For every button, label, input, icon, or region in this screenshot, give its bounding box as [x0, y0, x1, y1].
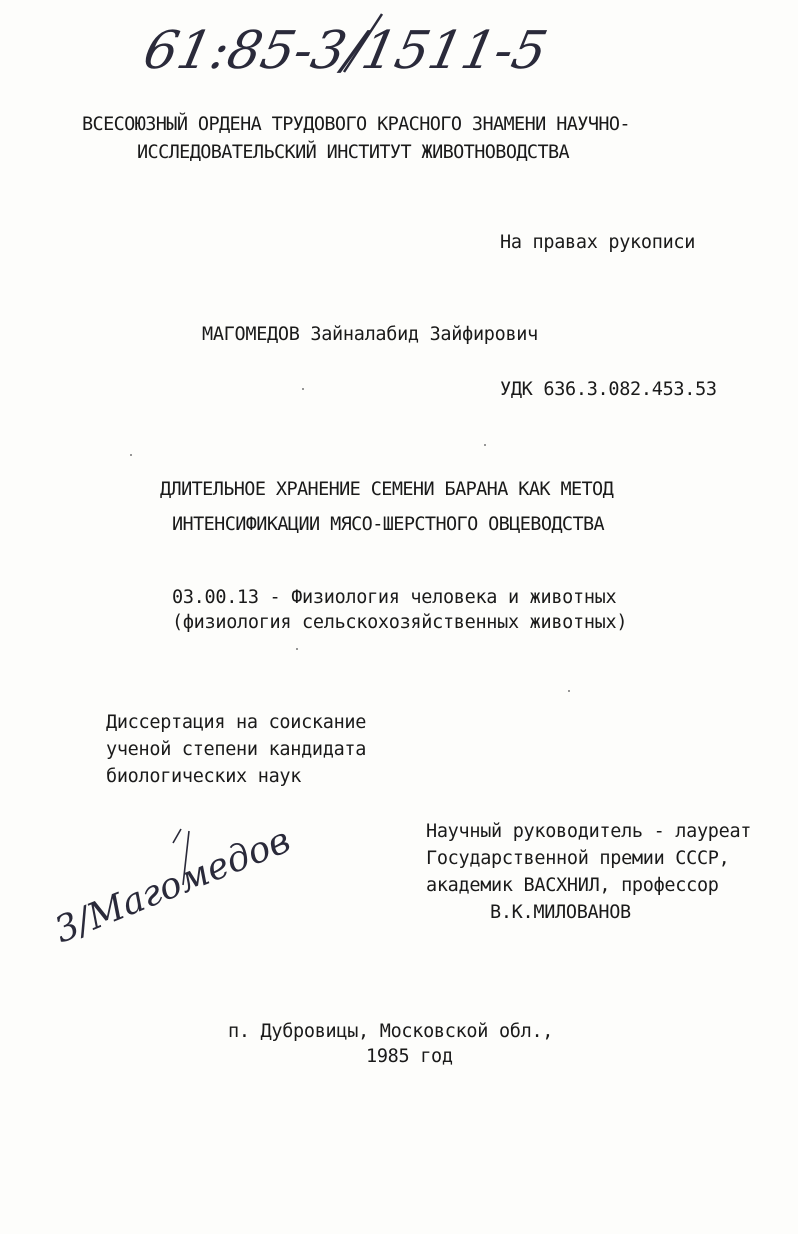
scan-speck	[130, 454, 132, 456]
place: п. Дубровицы, Московской обл.,	[228, 1021, 554, 1042]
scan-speck	[568, 690, 570, 692]
degree-line-2: ученой степени кандидата	[106, 739, 367, 760]
institution-line-2: ИССЛЕДОВАТЕЛЬСКИЙ ИНСТИТУТ ЖИВОТНОВОДСТВА	[137, 142, 570, 163]
supervisor-line-1: Научный руководитель - лауреат	[426, 821, 752, 842]
year: 1985 год	[366, 1046, 453, 1067]
degree-line-3: биологических наук	[106, 766, 302, 787]
author-signature	[49, 819, 297, 955]
scan-speck	[302, 388, 304, 390]
archive-code-text: 61:85-3/1511-5	[138, 20, 553, 81]
supervisor-line-2: Государственной премии СССР,	[426, 848, 730, 869]
degree-line-1: Диссертация на соискание	[106, 712, 367, 733]
signature-text: 3/Магомедов	[49, 819, 297, 952]
archive-code-handwritten	[138, 8, 553, 81]
author-name: МАГОМЕДОВ Зайналабид Зайфирович	[202, 324, 538, 345]
scan-speck	[484, 444, 486, 446]
scan-speck	[296, 648, 298, 650]
udk-code: УДК 636.3.082.453.53	[500, 379, 717, 400]
specialty-line-1: 03.00.13 - Физиология человека и животных	[172, 587, 617, 608]
manuscript-rights: На правах рукописи	[500, 232, 696, 253]
supervisor-name: В.К.МИЛОВАНОВ	[490, 902, 631, 923]
title-line-2: ИНТЕНСИФИКАЦИИ МЯСО-ШЕРСТНОГО ОВЦЕВОДСТВА	[172, 514, 605, 535]
institution-line-1: ВСЕСОЮЗНЫЙ ОРДЕНА ТРУДОВОГО КРАСНОГО ЗНАМЕНИ НАУЧНО-	[82, 114, 630, 135]
title-line-1: ДЛИТЕЛЬНОЕ ХРАНЕНИЕ СЕМЕНИ БАРАНА КАК МЕТОД	[160, 479, 614, 500]
supervisor-line-3: академик ВАСХНИЛ, профессор	[426, 875, 719, 896]
specialty-line-2: (физиология сельскохозяйственных животных)	[172, 612, 628, 633]
